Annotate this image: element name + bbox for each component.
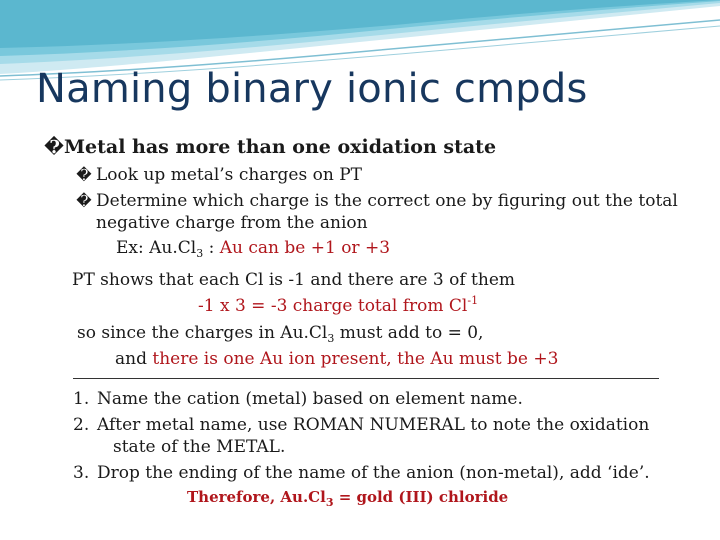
calc-text: -1 x 3 = -3 charge total from Cl (198, 296, 468, 316)
divider (73, 378, 659, 379)
since-post: must add to = 0, (334, 323, 484, 343)
main-bullet (44, 136, 496, 158)
step-text: Drop the ending of the name of the anion (non-metal), add ‘ide’. (97, 463, 650, 483)
bullet-box-icon: � (44, 137, 65, 158)
step-text: After metal name, use ROMAN NUMERAL to note the oxidation (97, 415, 650, 435)
therefore-post: = gold (III) chloride (333, 488, 509, 506)
example-prefix: Ex: Au.Cl (116, 238, 197, 258)
pt-explanation: PT shows that each Cl is -1 and there are 3 of them (72, 270, 516, 290)
main-bullet-text: Metal has more than one oxidation state (64, 136, 497, 158)
slide-title: Naming binary ionic cmpds (36, 66, 588, 112)
bullet-box-icon: � (76, 166, 92, 184)
conclusion-pre: and (115, 349, 153, 369)
sub-bullet-2-continued: negative charge from the anion (96, 213, 368, 233)
conclusion-line (115, 349, 558, 369)
since-pre: so since the charges in Au.Cl (77, 323, 328, 343)
therefore-subscript: 3 (325, 496, 334, 509)
example-note: Au can be +1 or +3 (219, 238, 391, 258)
therefore-line (187, 488, 509, 509)
sub-bullet-2 (76, 191, 678, 211)
sub-bullet-text: Look up metal’s charges on PT (96, 165, 362, 185)
example-line (116, 238, 390, 258)
charge-calculation (198, 296, 478, 316)
step-text-continued: state of the METAL. (113, 437, 286, 457)
example-colon: : (203, 238, 220, 258)
sub-bullet-text: Determine which charge is the correct one by figuring out the total (96, 191, 678, 211)
step-text: Name the cation (metal) based on element name. (97, 389, 523, 409)
conclusion-emphasis: there is one Au ion present, the Au must be +3 (152, 349, 559, 369)
sub-bullet-1 (76, 165, 362, 185)
calc-superscript: -1 (467, 294, 479, 307)
since-line (77, 323, 483, 343)
therefore-pre: Therefore, Au.Cl (187, 488, 326, 506)
bullet-box-icon: � (76, 192, 92, 210)
step-number: 2. (73, 415, 90, 435)
example-subscript: 3 (196, 247, 204, 260)
step-number: 3. (73, 463, 90, 483)
step-number: 1. (73, 389, 90, 409)
since-subscript: 3 (327, 332, 335, 345)
